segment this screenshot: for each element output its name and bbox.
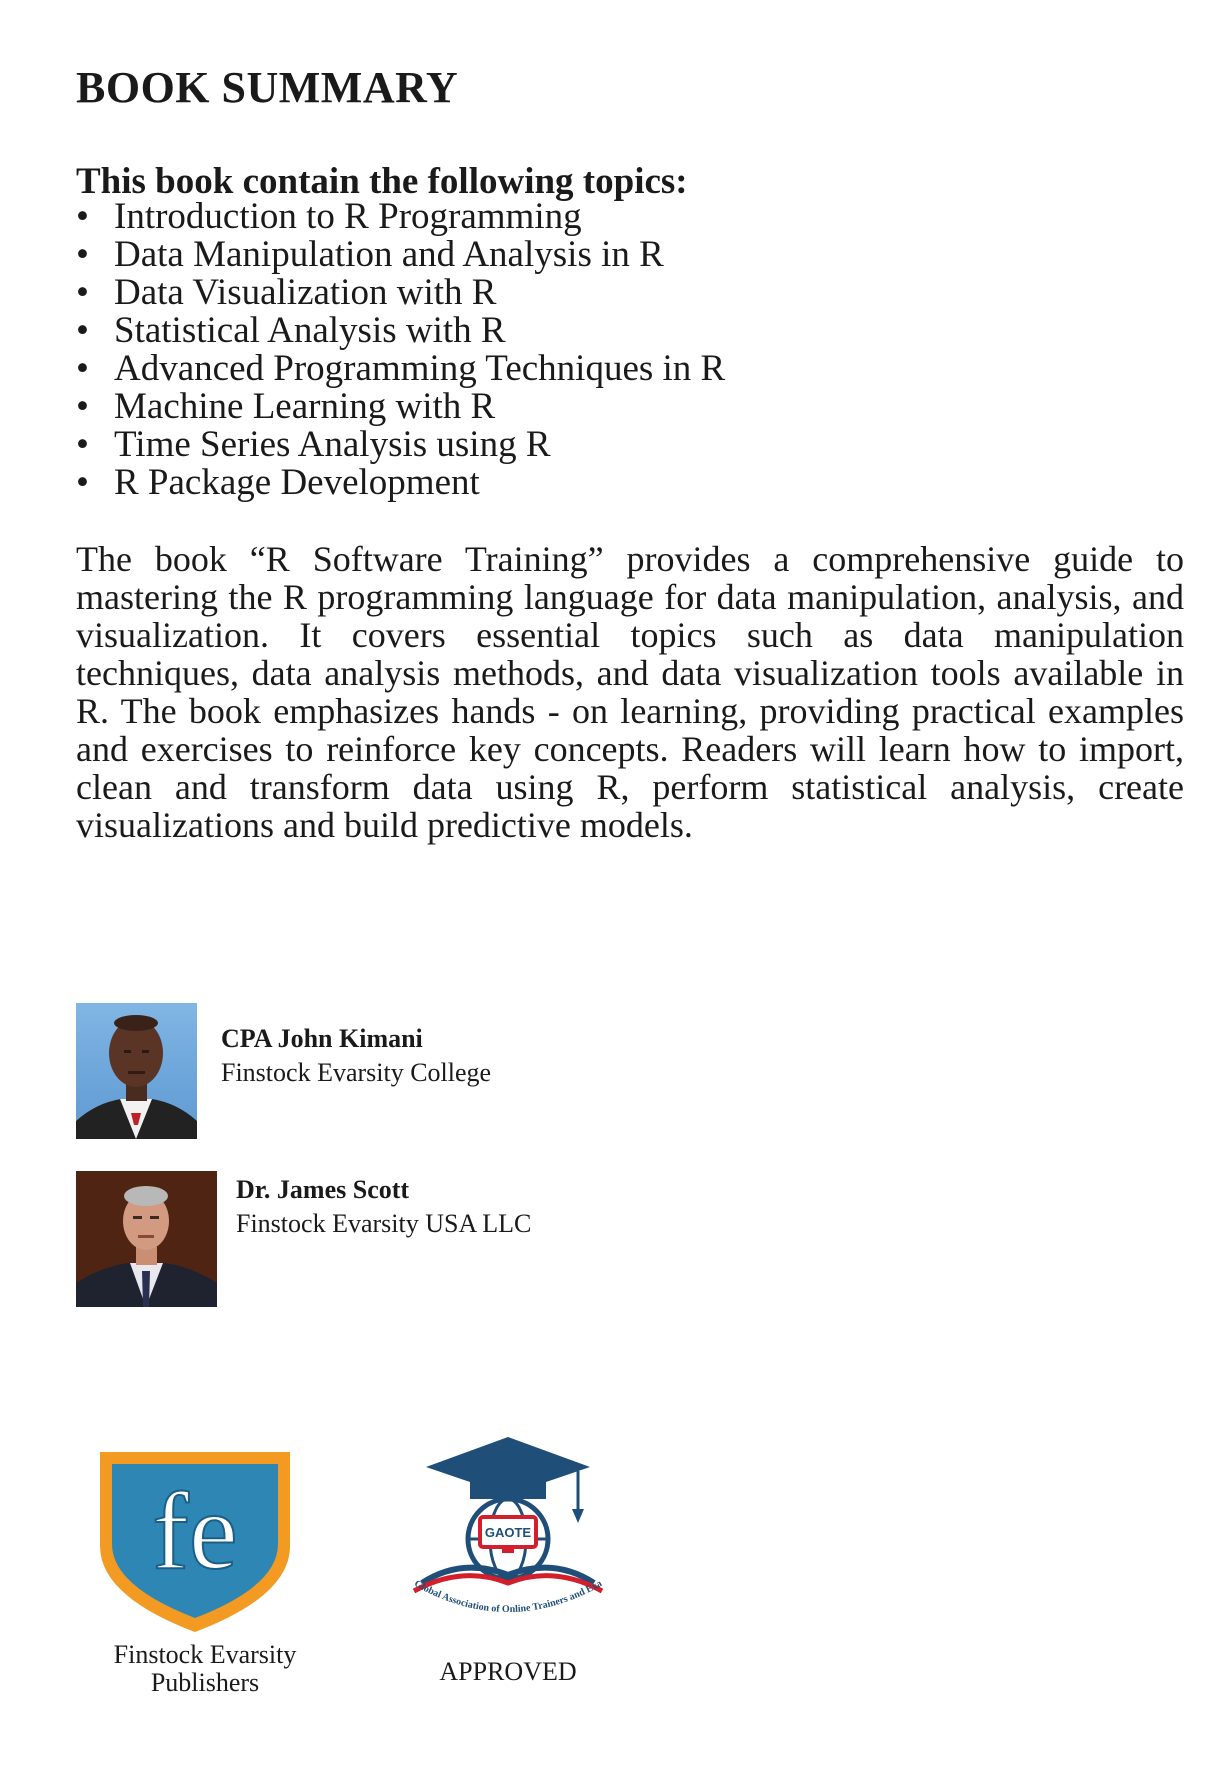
topics-heading: This book contain the following topics: <box>76 161 688 202</box>
publisher-caption-line2: Publishers <box>150 1668 260 1697</box>
list-item <box>76 350 725 388</box>
topic-label: R Package Development <box>114 462 480 503</box>
approved-caption: APPROVED <box>439 1657 577 1686</box>
bullet-icon: • <box>76 348 89 389</box>
publisher-caption <box>96 1641 314 1697</box>
author-name: Dr. James Scott <box>236 1175 410 1204</box>
topic-label: Data Visualization with R <box>114 272 497 313</box>
topics-list <box>76 198 725 502</box>
topic-label: Introduction to R Programming <box>114 196 582 237</box>
topic-label: Time Series Analysis using R <box>114 424 551 465</box>
author-photo-james-scott <box>76 1171 217 1307</box>
list-item <box>76 388 725 426</box>
list-item <box>76 198 725 236</box>
gaote-badge-text: GAOTE <box>484 1525 532 1540</box>
bullet-icon: • <box>76 424 89 465</box>
bullet-icon: • <box>76 234 89 275</box>
list-item <box>76 312 725 350</box>
list-item <box>76 426 725 464</box>
gaote-logo <box>402 1433 614 1633</box>
shield-icon <box>96 1446 294 1636</box>
portrait-icon <box>76 1003 197 1139</box>
bullet-icon: • <box>76 462 89 503</box>
topic-label: Advanced Programming Techniques in R <box>114 348 726 389</box>
bullet-icon: • <box>76 310 89 351</box>
topic-label: Data Manipulation and Analysis in R <box>114 234 664 275</box>
author-affiliation: Finstock Evarsity College <box>221 1058 492 1087</box>
bullet-icon: • <box>76 272 89 313</box>
portrait-icon <box>76 1171 217 1307</box>
list-item <box>76 464 725 502</box>
summary-paragraph: The book “R Software Training” provides a comprehensive guide to mastering the R programming language for data manipulation, analysis, and visualization. It covers essential topics such as data manipulation techniques, data analysis methods, and data visualization tools available in R. The book emphasizes hands - on learning, providing practical examples and exercises to reinforce key concepts. Readers will learn how to import, clean and transform data using R, perform statistical analysis, create visualizations and build predictive models. <box>76 539 1184 845</box>
gaote-arc-text: Global Association of Online Trainers and Exa <box>412 1578 605 1616</box>
list-item <box>76 274 725 312</box>
topic-label: Statistical Analysis with R <box>114 310 506 351</box>
list-item <box>76 236 725 274</box>
graduation-cap-globe-icon <box>402 1433 614 1633</box>
publisher-emblem-text: fe <box>152 1470 238 1592</box>
publisher-caption-line1: Finstock Evarsity <box>113 1640 297 1669</box>
author-name: CPA John Kimani <box>221 1024 423 1053</box>
bullet-icon: • <box>76 386 89 427</box>
author-affiliation: Finstock Evarsity USA LLC <box>236 1209 532 1238</box>
publisher-logo <box>96 1446 294 1636</box>
page-title: BOOK SUMMARY <box>76 63 459 112</box>
topic-label: Machine Learning with R <box>114 386 496 427</box>
author-photo-john-kimani <box>76 1003 197 1139</box>
bullet-icon: • <box>76 196 89 237</box>
